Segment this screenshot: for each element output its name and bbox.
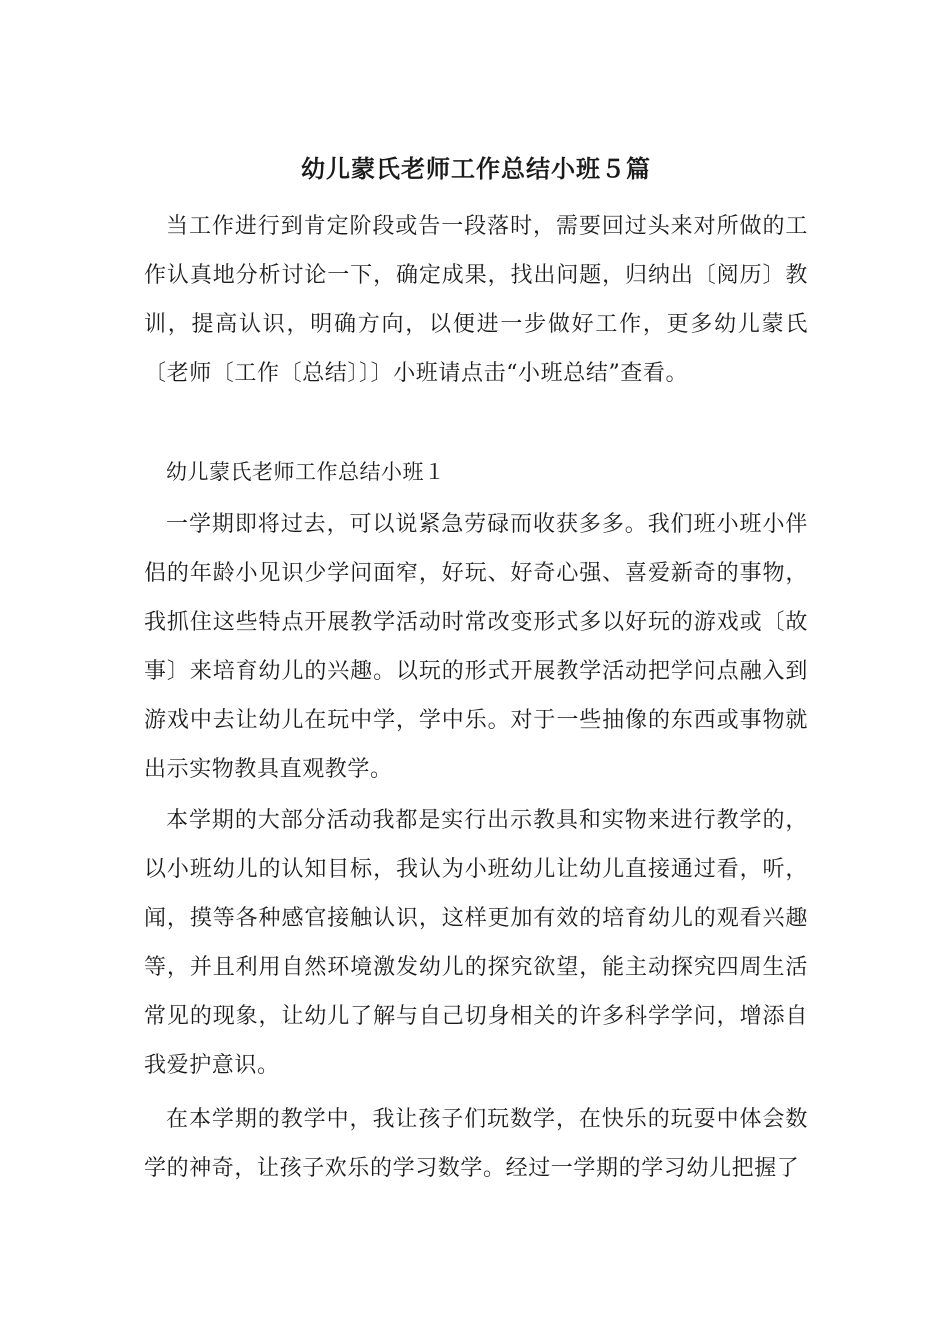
body-paragraph-1: 一学期即将过去，可以说紧急劳碌而收获多多。我们班小班小伴侣的年龄小见识少学问面窄，好玩、好奇心强、喜爱新奇的事物，我抓住这些特点开展教学活动时常改变形式多以好玩的游戏或〔故事〕来培育幼儿的兴趣。以玩的形式开展教学活动把学问点融入到游戏中去让幼儿在玩中学，学中乐。对于一些抽像的东西或事物就出示实物教具直观教学。 xyxy=(144,512,808,782)
section-heading: 幼儿蒙氏老师工作总结小班１ xyxy=(166,460,446,484)
intro-paragraph: 当工作进行到肯定阶段或告一段落时，需要回过头来对所做的工作认真地分析讨论一下，确定成果，找出问题，归纳出〔阅历〕教训，提高认识，明确方向，以便进一步做好工作，更多幼儿蒙氏〔老师〔工作〔总结〕〕〕小班请点击“小班总结”查看。 xyxy=(144,214,808,386)
body-paragraph-2: 本学期的大部分活动我都是实行出示教具和实物来进行教学的，以小班幼儿的认知目标，我认为小班幼儿让幼儿直接通过看，听，闻，摸等各种感官接触认识，这样更加有效的培育幼儿的观看兴趣等，并且利用自然环境激发幼儿的探究欲望，能主动探究四周生活常见的现象，让幼儿了解与自己切身相关的许多科学学问，增添自我爱护意识。 xyxy=(144,808,808,1078)
document-title: 幼儿蒙氏老师工作总结小班５篇 xyxy=(301,155,651,183)
body-paragraph-3: 在本学期的教学中，我让孩子们玩数学，在快乐的玩耍中体会数学的神奇，让孩子欢乐的学习数学。经过一学期的学习幼儿把握了 xyxy=(144,1107,808,1181)
